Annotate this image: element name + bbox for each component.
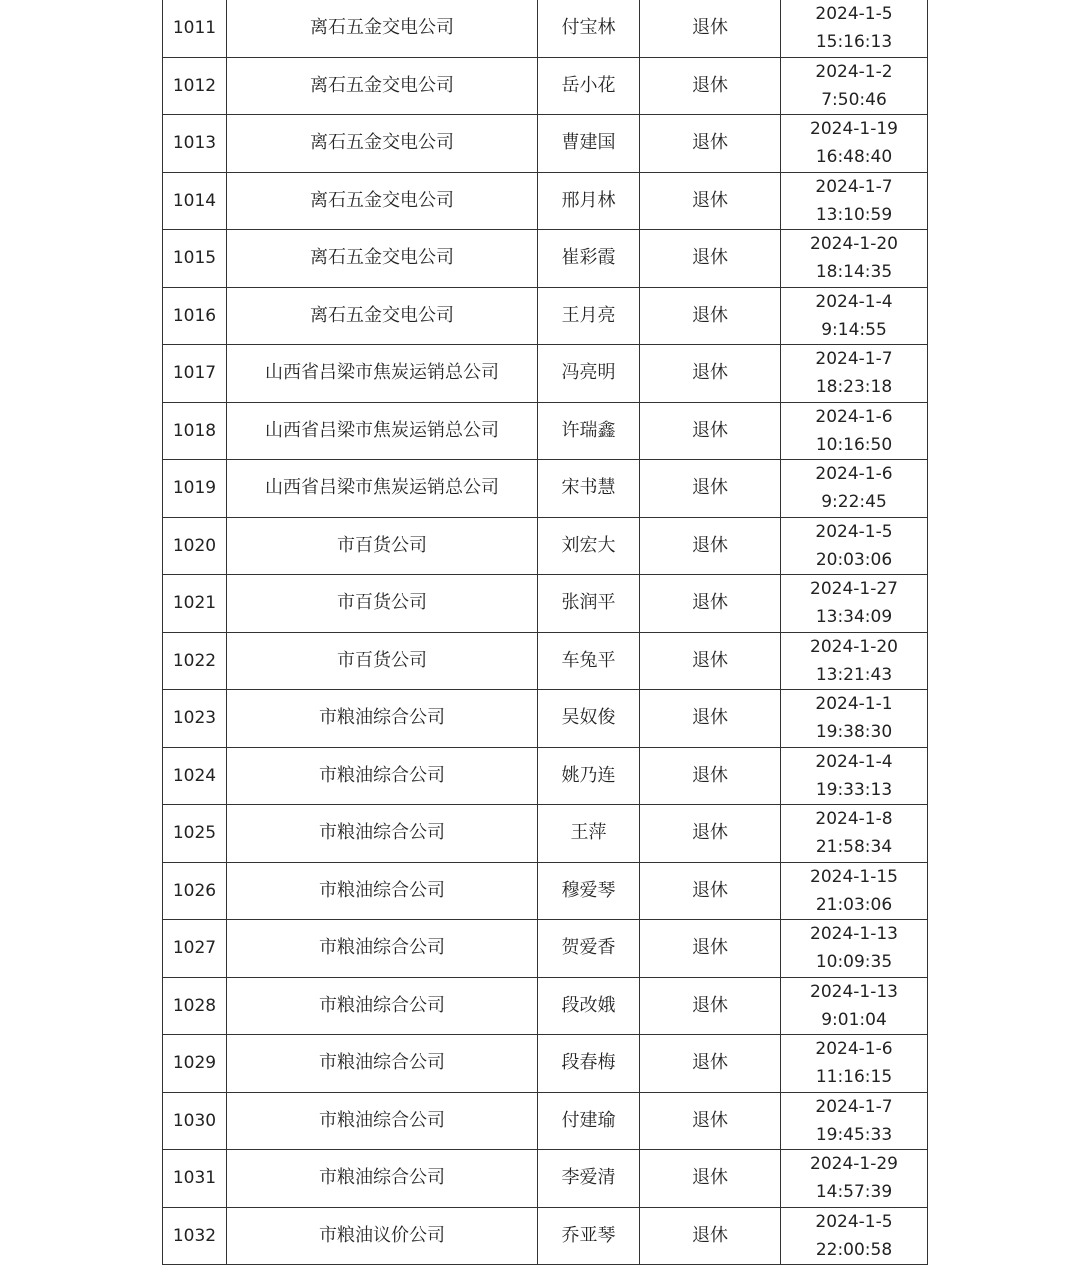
person-name-cell: 车兔平 <box>538 632 640 690</box>
person-name-cell: 崔彩霞 <box>538 230 640 288</box>
status-cell: 退休 <box>640 1207 781 1265</box>
row-id-cell: 1016 <box>163 287 227 345</box>
status-cell: 退休 <box>640 632 781 690</box>
date-text: 2024-1-7 <box>815 349 893 370</box>
status-cell: 退休 <box>640 172 781 230</box>
company-cell: 市粮油综合公司 <box>227 1092 538 1150</box>
datetime-cell <box>781 115 928 173</box>
datetime-cell <box>781 632 928 690</box>
date-text: 2024-1-5 <box>815 521 893 542</box>
table-row <box>163 172 928 230</box>
status-cell: 退休 <box>640 0 781 57</box>
datetime-cell <box>781 690 928 748</box>
person-name-cell: 宋书慧 <box>538 460 640 518</box>
time-text: 10:09:35 <box>815 952 893 973</box>
table-row <box>163 287 928 345</box>
time-text: 10:16:50 <box>815 434 893 455</box>
datetime-cell <box>781 57 928 115</box>
time-text: 13:34:09 <box>815 607 893 628</box>
person-name-cell: 贺爱香 <box>538 920 640 978</box>
person-name-cell: 段改娥 <box>538 977 640 1035</box>
person-name-cell: 李爱清 <box>538 1150 640 1208</box>
company-cell: 离石五金交电公司 <box>227 115 538 173</box>
company-cell: 离石五金交电公司 <box>227 57 538 115</box>
table-row <box>163 575 928 633</box>
table-row <box>163 115 928 173</box>
table-row <box>163 1092 928 1150</box>
row-id-cell: 1032 <box>163 1207 227 1265</box>
date-text: 2024-1-13 <box>810 924 898 945</box>
person-name-cell: 付宝林 <box>538 0 640 57</box>
status-cell: 退休 <box>640 402 781 460</box>
status-cell: 退休 <box>640 1092 781 1150</box>
date-text: 2024-1-5 <box>815 1211 893 1232</box>
datetime-cell <box>781 575 928 633</box>
person-name-cell: 岳小花 <box>538 57 640 115</box>
status-cell: 退休 <box>640 57 781 115</box>
date-text: 2024-1-6 <box>815 464 893 485</box>
person-name-cell: 乔亚琴 <box>538 1207 640 1265</box>
table-row <box>163 345 928 403</box>
company-cell: 离石五金交电公司 <box>227 230 538 288</box>
status-cell: 退休 <box>640 345 781 403</box>
company-cell: 市粮油综合公司 <box>227 1035 538 1093</box>
datetime-cell <box>781 287 928 345</box>
date-text: 2024-1-6 <box>815 1039 893 1060</box>
row-id-cell: 1018 <box>163 402 227 460</box>
company-cell: 市粮油综合公司 <box>227 977 538 1035</box>
datetime-cell <box>781 1092 928 1150</box>
time-text: 19:45:33 <box>815 1124 893 1145</box>
status-cell: 退休 <box>640 575 781 633</box>
row-id-cell: 1012 <box>163 57 227 115</box>
company-cell: 市粮油综合公司 <box>227 862 538 920</box>
row-id-cell: 1025 <box>163 805 227 863</box>
person-name-cell: 许瑞鑫 <box>538 402 640 460</box>
person-name-cell: 付建瑜 <box>538 1092 640 1150</box>
date-text: 2024-1-20 <box>810 636 898 657</box>
date-text: 2024-1-13 <box>810 981 898 1002</box>
row-id-cell: 1014 <box>163 172 227 230</box>
table-row <box>163 632 928 690</box>
date-text: 2024-1-7 <box>815 176 893 197</box>
table-row <box>163 1150 928 1208</box>
time-text: 9:01:04 <box>821 1009 887 1030</box>
person-name-cell: 段春梅 <box>538 1035 640 1093</box>
company-cell: 山西省吕梁市焦炭运销总公司 <box>227 460 538 518</box>
date-text: 2024-1-15 <box>810 866 898 887</box>
datetime-cell <box>781 862 928 920</box>
datetime-cell <box>781 920 928 978</box>
time-text: 13:21:43 <box>815 664 893 685</box>
datetime-cell <box>781 1035 928 1093</box>
row-id-cell: 1020 <box>163 517 227 575</box>
company-cell: 市粮油综合公司 <box>227 805 538 863</box>
time-text: 18:23:18 <box>815 377 893 398</box>
table-row <box>163 690 928 748</box>
person-name-cell: 王月亮 <box>538 287 640 345</box>
company-cell: 市粮油综合公司 <box>227 690 538 748</box>
date-text: 2024-1-29 <box>810 1154 898 1175</box>
status-cell: 退休 <box>640 1150 781 1208</box>
retiree-table-container <box>162 0 928 1265</box>
datetime-cell <box>781 517 928 575</box>
status-cell: 退休 <box>640 747 781 805</box>
table-row <box>163 1207 928 1265</box>
person-name-cell: 王萍 <box>538 805 640 863</box>
row-id-cell: 1030 <box>163 1092 227 1150</box>
row-id-cell: 1013 <box>163 115 227 173</box>
datetime-cell <box>781 460 928 518</box>
table-row <box>163 977 928 1035</box>
row-id-cell: 1027 <box>163 920 227 978</box>
row-id-cell: 1028 <box>163 977 227 1035</box>
date-text: 2024-1-20 <box>810 234 898 255</box>
datetime-cell <box>781 1150 928 1208</box>
company-cell: 市粮油议价公司 <box>227 1207 538 1265</box>
table-row <box>163 57 928 115</box>
time-text: 7:50:46 <box>821 89 887 110</box>
datetime-cell <box>781 402 928 460</box>
company-cell: 离石五金交电公司 <box>227 287 538 345</box>
date-text: 2024-1-4 <box>815 751 893 772</box>
status-cell: 退休 <box>640 805 781 863</box>
status-cell: 退休 <box>640 115 781 173</box>
table-row <box>163 402 928 460</box>
datetime-cell <box>781 0 928 57</box>
person-name-cell: 吴奴俊 <box>538 690 640 748</box>
status-cell: 退休 <box>640 977 781 1035</box>
company-cell: 市百货公司 <box>227 575 538 633</box>
time-text: 21:03:06 <box>815 894 893 915</box>
time-text: 19:38:30 <box>815 722 893 743</box>
datetime-cell <box>781 172 928 230</box>
table-row <box>163 0 928 57</box>
person-name-cell: 姚乃连 <box>538 747 640 805</box>
date-text: 2024-1-5 <box>815 4 893 25</box>
person-name-cell: 曹建国 <box>538 115 640 173</box>
status-cell: 退休 <box>640 460 781 518</box>
row-id-cell: 1031 <box>163 1150 227 1208</box>
status-cell: 退休 <box>640 920 781 978</box>
company-cell: 山西省吕梁市焦炭运销总公司 <box>227 345 538 403</box>
table-row <box>163 862 928 920</box>
status-cell: 退休 <box>640 230 781 288</box>
table-row <box>163 460 928 518</box>
row-id-cell: 1015 <box>163 230 227 288</box>
date-text: 2024-1-19 <box>810 119 898 140</box>
date-text: 2024-1-27 <box>810 579 898 600</box>
company-cell: 市粮油综合公司 <box>227 1150 538 1208</box>
time-text: 21:58:34 <box>815 837 893 858</box>
date-text: 2024-1-6 <box>815 406 893 427</box>
datetime-cell <box>781 805 928 863</box>
company-cell: 离石五金交电公司 <box>227 172 538 230</box>
table-row <box>163 1035 928 1093</box>
date-text: 2024-1-8 <box>815 809 893 830</box>
time-text: 22:00:58 <box>815 1239 893 1260</box>
company-cell: 市百货公司 <box>227 632 538 690</box>
datetime-cell <box>781 345 928 403</box>
time-text: 13:10:59 <box>815 204 893 225</box>
row-id-cell: 1029 <box>163 1035 227 1093</box>
time-text: 18:14:35 <box>815 262 893 283</box>
table-row <box>163 230 928 288</box>
status-cell: 退休 <box>640 1035 781 1093</box>
status-cell: 退休 <box>640 862 781 920</box>
person-name-cell: 冯亮明 <box>538 345 640 403</box>
person-name-cell: 邢月林 <box>538 172 640 230</box>
time-text: 16:48:40 <box>815 147 893 168</box>
row-id-cell: 1024 <box>163 747 227 805</box>
date-text: 2024-1-2 <box>815 61 893 82</box>
date-text: 2024-1-4 <box>815 291 893 312</box>
datetime-cell <box>781 1207 928 1265</box>
time-text: 11:16:15 <box>815 1067 893 1088</box>
table-row <box>163 920 928 978</box>
retiree-table <box>162 0 928 1265</box>
status-cell: 退休 <box>640 517 781 575</box>
time-text: 20:03:06 <box>815 549 893 570</box>
date-text: 2024-1-7 <box>815 1096 893 1117</box>
person-name-cell: 穆爱琴 <box>538 862 640 920</box>
table-row <box>163 805 928 863</box>
datetime-cell <box>781 747 928 805</box>
time-text: 9:22:45 <box>821 492 887 513</box>
row-id-cell: 1022 <box>163 632 227 690</box>
row-id-cell: 1011 <box>163 0 227 57</box>
row-id-cell: 1021 <box>163 575 227 633</box>
company-cell: 离石五金交电公司 <box>227 0 538 57</box>
row-id-cell: 1026 <box>163 862 227 920</box>
status-cell: 退休 <box>640 287 781 345</box>
time-text: 19:33:13 <box>815 779 893 800</box>
row-id-cell: 1023 <box>163 690 227 748</box>
person-name-cell: 张润平 <box>538 575 640 633</box>
company-cell: 市粮油综合公司 <box>227 747 538 805</box>
time-text: 9:14:55 <box>821 319 887 340</box>
datetime-cell <box>781 977 928 1035</box>
table-row <box>163 747 928 805</box>
person-name-cell: 刘宏大 <box>538 517 640 575</box>
company-cell: 山西省吕梁市焦炭运销总公司 <box>227 402 538 460</box>
date-text: 2024-1-1 <box>815 694 893 715</box>
company-cell: 市粮油综合公司 <box>227 920 538 978</box>
time-text: 14:57:39 <box>815 1182 893 1203</box>
table-row <box>163 517 928 575</box>
row-id-cell: 1019 <box>163 460 227 518</box>
company-cell: 市百货公司 <box>227 517 538 575</box>
table-body <box>163 0 928 1265</box>
datetime-cell <box>781 230 928 288</box>
status-cell: 退休 <box>640 690 781 748</box>
row-id-cell: 1017 <box>163 345 227 403</box>
time-text: 15:16:13 <box>815 32 893 53</box>
